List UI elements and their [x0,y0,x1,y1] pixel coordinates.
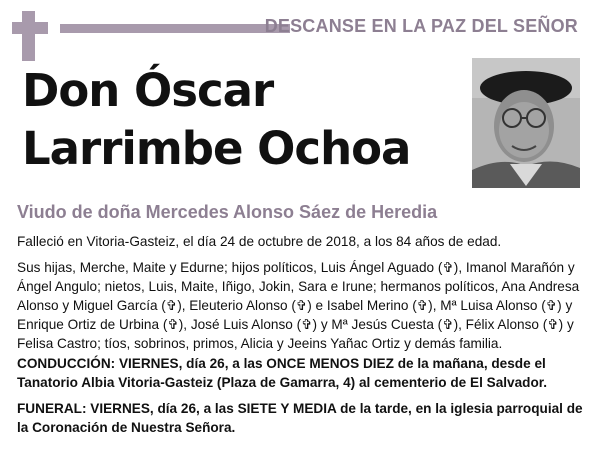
header-rule [60,24,290,33]
deceased-name-line2: Larrimbe Ochoa [22,122,411,175]
conduccion-notice: CONDUCCIÓN: VIERNES, día 26, a las ONCE MENOS DIEZ de la mañana, desde el Tanatorio Albia Vitoria-Gasteiz (Plaza de Gamarra, 4) al cementerio de El Salvador. [17,356,548,390]
header-banner: DESCANSE EN LA PAZ DEL SEÑOR [264,16,578,36]
death-notice: Falleció en Vitoria-Gasteiz, el día 24 de octubre de 2018, a los 84 años de edad. [17,234,502,249]
widower-of: Viudo de doña Mercedes Alonso Sáez de Heredia [17,202,438,222]
deceased-name [22,62,442,178]
family-list: Sus hijas, Merche, Maite y Edurne; hijos políticos, Luis Ángel Aguado (✞), Imanol Marañón y Ángel Angulo; nietos, Luis, Maite, Iñigo, Jokin, Sara e Irune; hermanos políticos, Ana Andresa Alonso y Miguel García (✞), Eleuterio Alonso (✞) e Isabel Merino (✞), Mª Luisa Alonso (✞) y Enrique Ortiz de Urbina (✞), José Luis Alonso (✞) y Mª Jesús Cuesta (✞), Félix Alonso (✞) y Felisa Castro; tíos, sobrinos, primos, Alicia y Jeeins Yañac Ortiz y demás familia. [17,260,580,351]
deceased-name-line1: Don Óscar [22,64,274,117]
funeral-notice: FUNERAL: VIERNES, día 26, a las SIETE Y MEDIA de la tarde, en la iglesia parroquial de la Coronación de Nuestra Señora. [17,401,583,435]
portrait-photo [472,58,580,188]
